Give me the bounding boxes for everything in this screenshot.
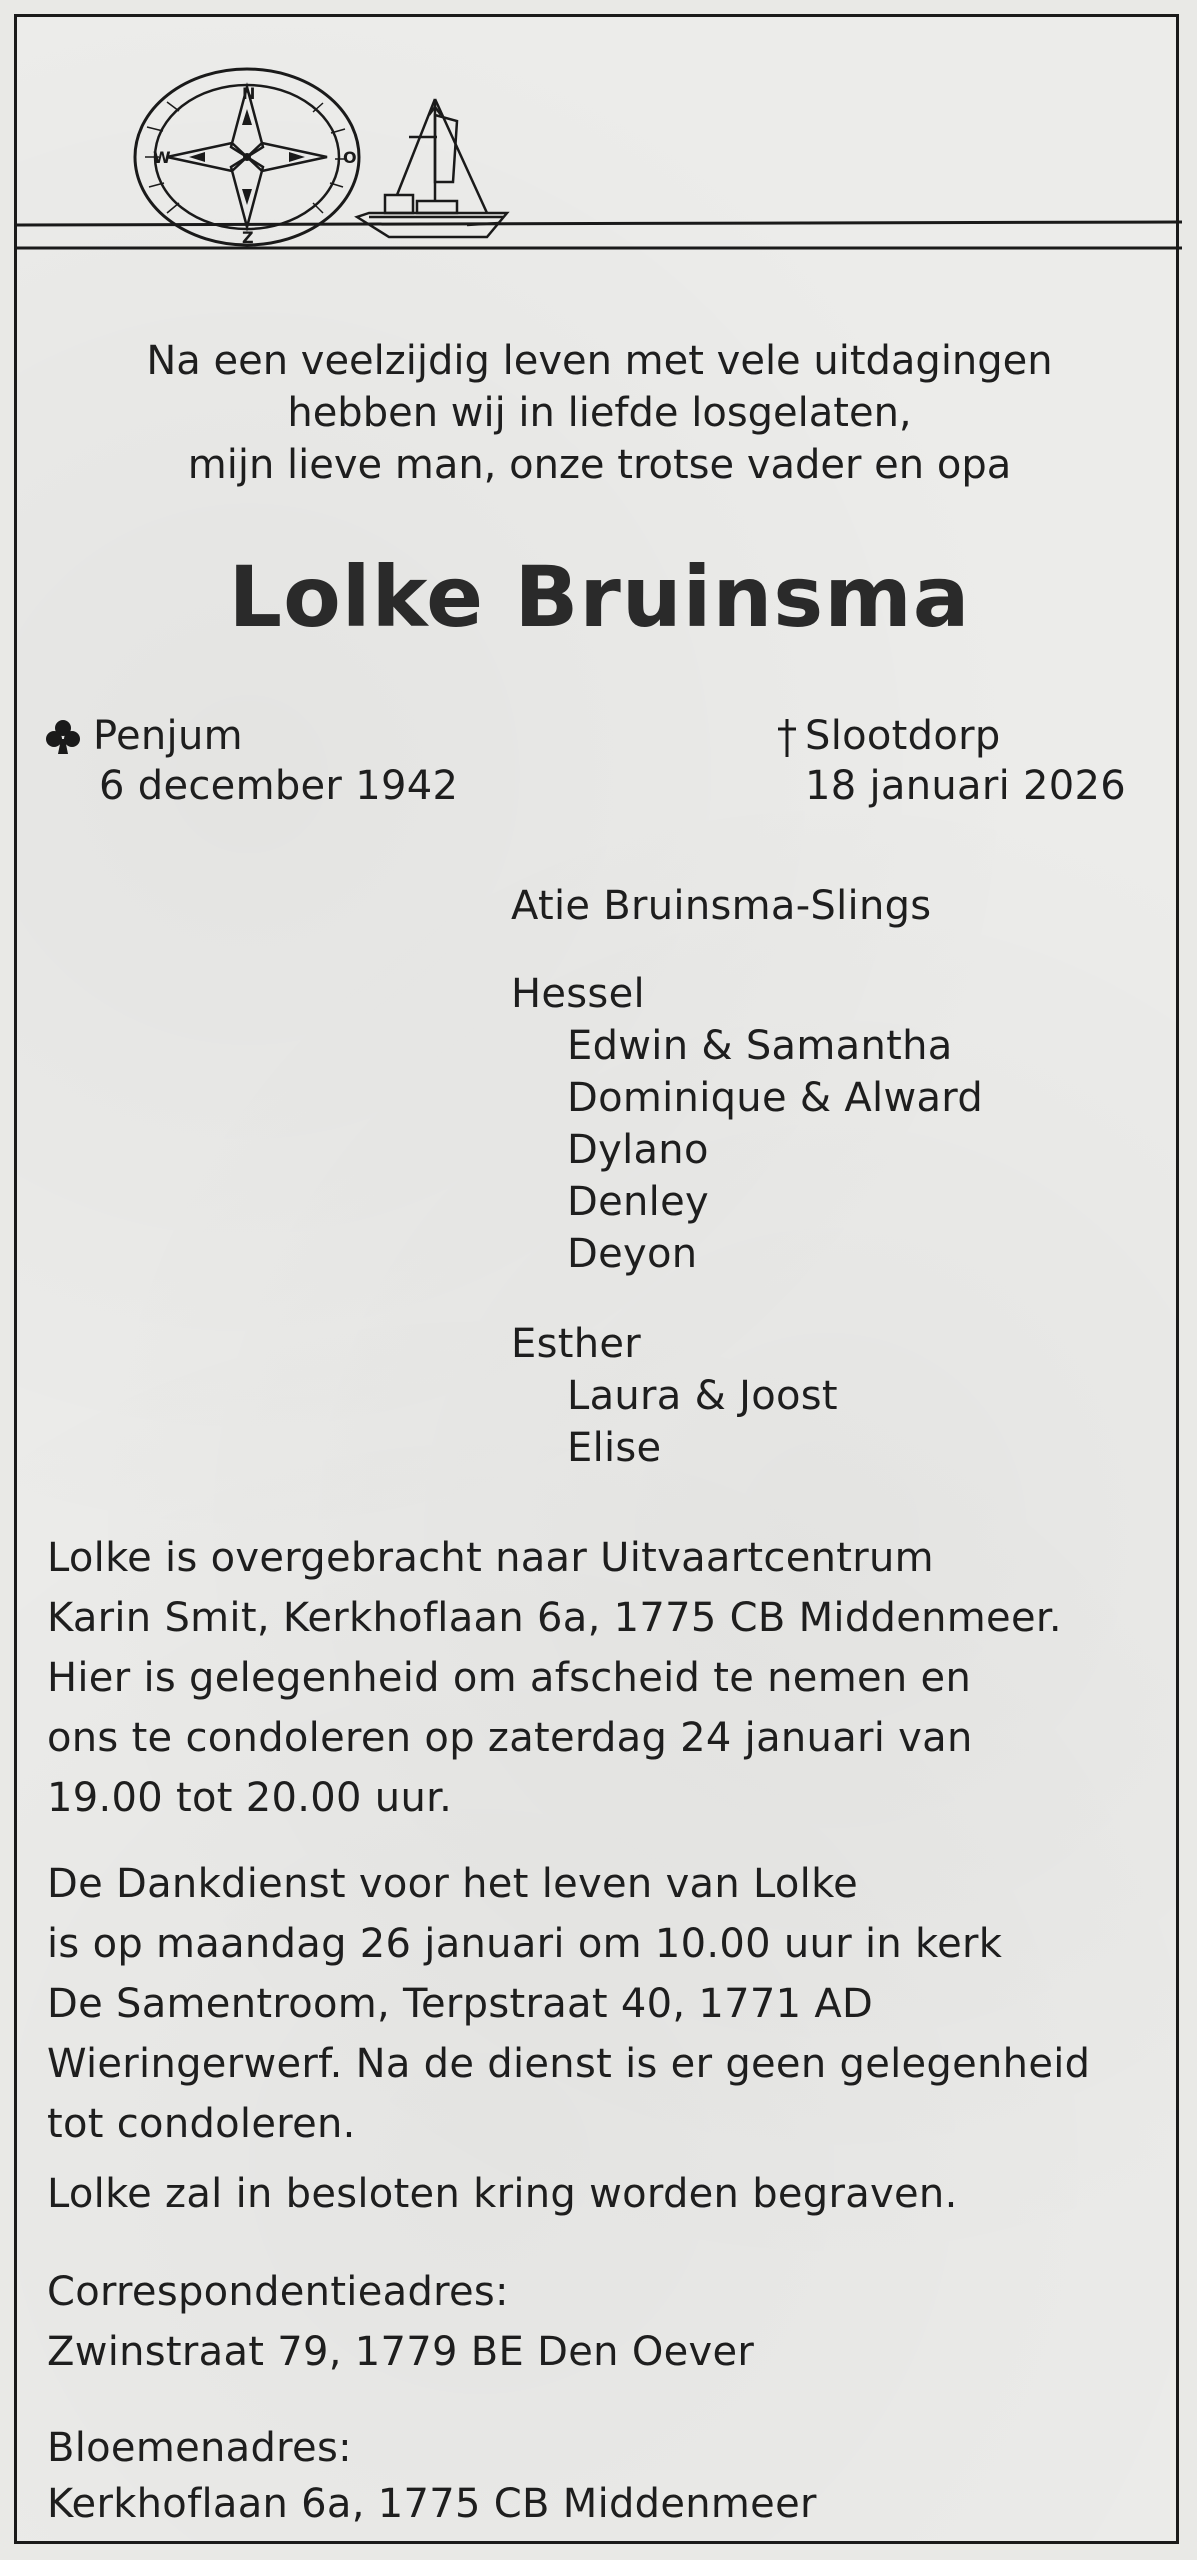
intro-line-3: mijn lieve man, onze trotse vader en opa xyxy=(187,442,1012,488)
burial-note: Lolke zal in besloten kring worden begraven. xyxy=(47,2171,958,2217)
obituary-frame xyxy=(14,14,1179,2544)
grandchild-name: Laura & Joost xyxy=(567,1373,838,1419)
cross-icon xyxy=(775,715,799,759)
child-name: Esther xyxy=(511,1321,642,1367)
paragraph-line: ons te condoleren op zaterdag 24 januari van xyxy=(47,1715,973,1761)
birth-place: Penjum xyxy=(93,713,243,759)
clover-icon xyxy=(43,717,83,757)
intro-line-1: Na een veelzijdig leven met vele uitdagingen xyxy=(146,338,1053,384)
death-place: Slootdorp xyxy=(805,713,1001,759)
intro-line-2: hebben wij in liefde losgelaten, xyxy=(287,390,912,436)
paragraph-line: Wieringerwerf. Na de dienst is er geen gelegenheid xyxy=(47,2041,1091,2087)
compass-and-ship-illustration xyxy=(17,17,1182,267)
paragraph-line: Karin Smit, Kerkhoflaan 6a, 1775 CB Middenmeer. xyxy=(47,1595,1062,1641)
grandchild-name: Edwin & Samantha xyxy=(567,1023,953,1069)
grandchild-name: Elise xyxy=(567,1425,662,1471)
grandchild-name: Denley xyxy=(567,1179,709,1225)
ship-drawing xyxy=(357,99,507,237)
paragraph-line: 19.00 tot 20.00 uur. xyxy=(47,1775,453,1821)
paragraph-line: is op maandag 26 januari om 10.00 uur in kerk xyxy=(47,1921,1003,1967)
correspondence-address: Zwinstraat 79, 1779 BE Den Oever xyxy=(47,2329,755,2375)
grandchild-name: Dylano xyxy=(567,1127,709,1173)
birth-date: 6 december 1942 xyxy=(99,763,459,809)
correspondence-label: Correspondentieadres: xyxy=(47,2269,509,2315)
compass-letter-w: W xyxy=(153,148,171,167)
deceased-name: Lolke Bruinsma xyxy=(228,548,971,646)
paragraph-line: tot condoleren. xyxy=(47,2101,356,2147)
paragraph-line: De Dankdienst voor het leven van Lolke xyxy=(47,1861,859,1907)
paragraph-line: Lolke is overgebracht naar Uitvaartcentrum xyxy=(47,1535,934,1581)
flowers-address: Kerkhoflaan 6a, 1775 CB Middenmeer xyxy=(47,2481,817,2527)
grandchild-name: Dominique & Alward xyxy=(567,1075,984,1121)
child-name: Hessel xyxy=(511,971,645,1017)
paragraph-line: Hier is gelegenheid om afscheid te nemen en xyxy=(47,1655,972,1701)
paragraph-line: De Samentroom, Terpstraat 40, 1771 AD xyxy=(47,1981,874,2027)
compass-letter-o: O xyxy=(343,148,357,167)
grandchild-name: Deyon xyxy=(567,1231,698,1277)
death-date: 18 januari 2026 xyxy=(805,763,1127,809)
flowers-label: Bloemenadres: xyxy=(47,2425,352,2471)
compass-letter-n: N xyxy=(242,84,256,103)
spouse-name: Atie Bruinsma-Slings xyxy=(511,883,932,929)
compass-letter-z: Z xyxy=(242,228,254,247)
